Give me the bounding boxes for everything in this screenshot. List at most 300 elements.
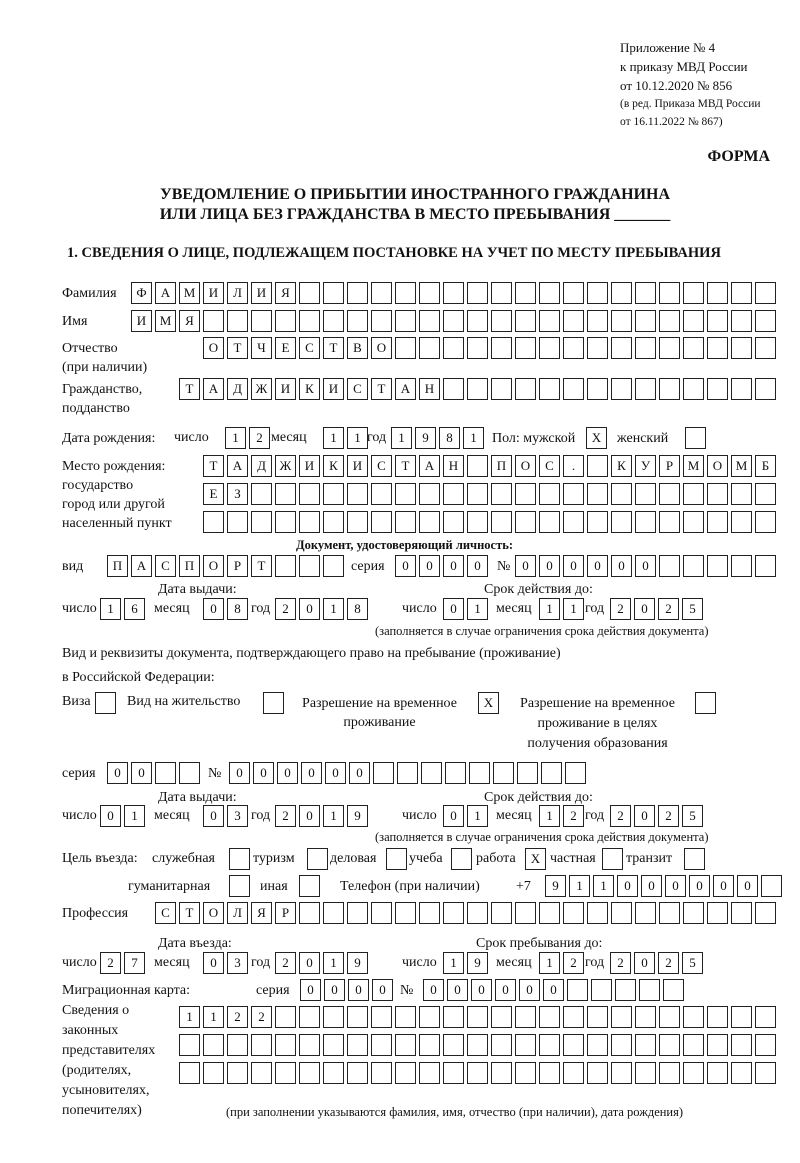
char-cell[interactable] xyxy=(707,1006,728,1028)
char-cell[interactable] xyxy=(299,875,320,897)
char-cell[interactable] xyxy=(515,1062,536,1084)
char-cell[interactable] xyxy=(491,337,512,359)
char-cell[interactable]: 0 xyxy=(253,762,274,784)
char-cell[interactable] xyxy=(731,902,752,924)
char-cell[interactable] xyxy=(683,1062,704,1084)
char-cell[interactable] xyxy=(635,310,656,332)
char-cell[interactable] xyxy=(707,337,728,359)
char-cell[interactable] xyxy=(275,1006,296,1028)
char-cell[interactable]: П xyxy=(179,555,200,577)
char-cell[interactable] xyxy=(443,282,464,304)
char-cell[interactable]: 2 xyxy=(610,805,631,827)
char-cell[interactable] xyxy=(515,282,536,304)
char-cell[interactable] xyxy=(731,378,752,400)
char-cell[interactable] xyxy=(323,902,344,924)
char-cell[interactable]: 9 xyxy=(347,805,368,827)
char-cell[interactable]: 0 xyxy=(443,805,464,827)
char-cell[interactable]: 0 xyxy=(713,875,734,897)
char-cell[interactable]: С xyxy=(347,378,368,400)
char-cell[interactable] xyxy=(659,337,680,359)
char-cell[interactable] xyxy=(591,979,612,1001)
char-cell[interactable] xyxy=(395,337,416,359)
char-cell[interactable] xyxy=(251,511,272,533)
char-cell[interactable]: 0 xyxy=(447,979,468,1001)
char-cell[interactable] xyxy=(515,483,536,505)
char-cell[interactable] xyxy=(563,1034,584,1056)
char-cell[interactable] xyxy=(395,1006,416,1028)
char-cell[interactable]: 0 xyxy=(277,762,298,784)
char-cell[interactable] xyxy=(731,310,752,332)
char-cell[interactable] xyxy=(371,1006,392,1028)
char-cell[interactable] xyxy=(395,1062,416,1084)
char-cell[interactable]: Т xyxy=(251,555,272,577)
char-cell[interactable] xyxy=(443,483,464,505)
char-cell[interactable] xyxy=(755,310,776,332)
char-cell[interactable] xyxy=(229,848,250,870)
char-cell[interactable]: О xyxy=(203,337,224,359)
char-cell[interactable] xyxy=(611,337,632,359)
char-cell[interactable]: М xyxy=(731,455,752,477)
char-cell[interactable]: 0 xyxy=(634,952,655,974)
char-cell[interactable]: 1 xyxy=(391,427,412,449)
char-cell[interactable] xyxy=(397,762,418,784)
char-cell[interactable]: . xyxy=(563,455,584,477)
char-cell[interactable] xyxy=(707,555,728,577)
char-cell[interactable] xyxy=(467,511,488,533)
char-cell[interactable] xyxy=(275,511,296,533)
char-cell[interactable] xyxy=(421,762,442,784)
char-cell[interactable] xyxy=(635,1034,656,1056)
char-cell[interactable] xyxy=(755,1062,776,1084)
char-cell[interactable] xyxy=(95,692,116,714)
char-cell[interactable] xyxy=(443,337,464,359)
char-cell[interactable] xyxy=(371,282,392,304)
char-cell[interactable]: Т xyxy=(203,455,224,477)
char-cell[interactable] xyxy=(395,511,416,533)
char-cell[interactable] xyxy=(443,378,464,400)
char-cell[interactable]: И xyxy=(275,378,296,400)
char-cell[interactable] xyxy=(467,1034,488,1056)
char-cell[interactable]: Ф xyxy=(131,282,152,304)
char-cell[interactable] xyxy=(203,310,224,332)
char-cell[interactable] xyxy=(251,483,272,505)
char-cell[interactable] xyxy=(659,483,680,505)
char-cell[interactable]: 0 xyxy=(471,979,492,1001)
char-cell[interactable] xyxy=(539,337,560,359)
char-cell[interactable] xyxy=(635,337,656,359)
char-cell[interactable] xyxy=(761,875,782,897)
char-cell[interactable]: 0 xyxy=(467,555,488,577)
char-cell[interactable] xyxy=(419,511,440,533)
char-cell[interactable] xyxy=(491,378,512,400)
char-cell[interactable]: 1 xyxy=(467,598,488,620)
char-cell[interactable] xyxy=(539,511,560,533)
char-cell[interactable]: С xyxy=(299,337,320,359)
char-cell[interactable] xyxy=(491,1034,512,1056)
char-cell[interactable]: Ж xyxy=(251,378,272,400)
char-cell[interactable]: 1 xyxy=(539,805,560,827)
char-cell[interactable] xyxy=(227,511,248,533)
char-cell[interactable]: С xyxy=(539,455,560,477)
char-cell[interactable] xyxy=(395,902,416,924)
char-cell[interactable] xyxy=(563,511,584,533)
char-cell[interactable] xyxy=(299,511,320,533)
char-cell[interactable] xyxy=(467,455,488,477)
char-cell[interactable] xyxy=(731,282,752,304)
char-cell[interactable] xyxy=(515,511,536,533)
char-cell[interactable]: О xyxy=(371,337,392,359)
char-cell[interactable] xyxy=(611,310,632,332)
char-cell[interactable] xyxy=(635,902,656,924)
char-cell[interactable]: 1 xyxy=(539,952,560,974)
char-cell[interactable] xyxy=(755,483,776,505)
char-cell[interactable]: 0 xyxy=(203,805,224,827)
char-cell[interactable] xyxy=(731,555,752,577)
char-cell[interactable] xyxy=(275,1062,296,1084)
char-cell[interactable] xyxy=(491,1062,512,1084)
char-cell[interactable]: Т xyxy=(179,378,200,400)
char-cell[interactable] xyxy=(347,310,368,332)
char-cell[interactable] xyxy=(683,902,704,924)
char-cell[interactable]: 0 xyxy=(131,762,152,784)
char-cell[interactable] xyxy=(611,378,632,400)
char-cell[interactable] xyxy=(707,1034,728,1056)
char-cell[interactable]: Т xyxy=(179,902,200,924)
char-cell[interactable] xyxy=(469,762,490,784)
char-cell[interactable]: 0 xyxy=(203,952,224,974)
char-cell[interactable]: 0 xyxy=(641,875,662,897)
char-cell[interactable] xyxy=(707,902,728,924)
char-cell[interactable] xyxy=(663,979,684,1001)
char-cell[interactable] xyxy=(467,483,488,505)
char-cell[interactable] xyxy=(635,378,656,400)
char-cell[interactable] xyxy=(491,1006,512,1028)
char-cell[interactable]: 2 xyxy=(658,952,679,974)
char-cell[interactable] xyxy=(683,337,704,359)
char-cell[interactable]: 2 xyxy=(658,805,679,827)
char-cell[interactable] xyxy=(299,483,320,505)
char-cell[interactable] xyxy=(615,979,636,1001)
char-cell[interactable] xyxy=(443,1062,464,1084)
char-cell[interactable] xyxy=(515,1006,536,1028)
char-cell[interactable] xyxy=(755,1034,776,1056)
char-cell[interactable] xyxy=(541,762,562,784)
char-cell[interactable]: О xyxy=(203,555,224,577)
char-cell[interactable]: Н xyxy=(443,455,464,477)
char-cell[interactable]: 0 xyxy=(587,555,608,577)
char-cell[interactable] xyxy=(659,511,680,533)
char-cell[interactable] xyxy=(611,511,632,533)
char-cell[interactable] xyxy=(563,310,584,332)
char-cell[interactable] xyxy=(635,282,656,304)
char-cell[interactable] xyxy=(683,310,704,332)
char-cell[interactable]: Л xyxy=(227,282,248,304)
char-cell[interactable]: Е xyxy=(203,483,224,505)
char-cell[interactable] xyxy=(587,310,608,332)
char-cell[interactable] xyxy=(445,762,466,784)
char-cell[interactable] xyxy=(683,511,704,533)
char-cell[interactable]: 2 xyxy=(249,427,270,449)
char-cell[interactable]: 6 xyxy=(124,598,145,620)
char-cell[interactable] xyxy=(659,1062,680,1084)
char-cell[interactable] xyxy=(229,875,250,897)
char-cell[interactable]: 1 xyxy=(323,598,344,620)
char-cell[interactable] xyxy=(515,378,536,400)
char-cell[interactable]: 2 xyxy=(100,952,121,974)
char-cell[interactable] xyxy=(299,1062,320,1084)
char-cell[interactable]: Р xyxy=(227,555,248,577)
char-cell[interactable] xyxy=(731,511,752,533)
char-cell[interactable]: 1 xyxy=(124,805,145,827)
char-cell[interactable] xyxy=(539,282,560,304)
char-cell[interactable]: К xyxy=(299,378,320,400)
char-cell[interactable]: И xyxy=(131,310,152,332)
char-cell[interactable] xyxy=(565,762,586,784)
char-cell[interactable] xyxy=(419,1006,440,1028)
char-cell[interactable]: М xyxy=(179,282,200,304)
char-cell[interactable] xyxy=(731,1034,752,1056)
char-cell[interactable] xyxy=(251,1034,272,1056)
char-cell[interactable] xyxy=(467,337,488,359)
char-cell[interactable]: 0 xyxy=(100,805,121,827)
char-cell[interactable] xyxy=(567,979,588,1001)
char-cell[interactable] xyxy=(371,511,392,533)
char-cell[interactable]: И xyxy=(203,282,224,304)
char-cell[interactable]: Б xyxy=(755,455,776,477)
char-cell[interactable] xyxy=(371,1034,392,1056)
char-cell[interactable]: X xyxy=(478,692,499,714)
char-cell[interactable] xyxy=(563,1006,584,1028)
char-cell[interactable]: 0 xyxy=(519,979,540,1001)
char-cell[interactable] xyxy=(659,555,680,577)
char-cell[interactable] xyxy=(563,483,584,505)
char-cell[interactable]: Т xyxy=(371,378,392,400)
char-cell[interactable] xyxy=(491,511,512,533)
char-cell[interactable] xyxy=(563,902,584,924)
char-cell[interactable]: Л xyxy=(227,902,248,924)
char-cell[interactable]: 1 xyxy=(467,805,488,827)
char-cell[interactable] xyxy=(587,1062,608,1084)
char-cell[interactable]: 0 xyxy=(300,979,321,1001)
char-cell[interactable]: 0 xyxy=(325,762,346,784)
char-cell[interactable] xyxy=(587,378,608,400)
char-cell[interactable] xyxy=(587,902,608,924)
char-cell[interactable]: 0 xyxy=(107,762,128,784)
char-cell[interactable] xyxy=(443,1006,464,1028)
char-cell[interactable] xyxy=(347,1006,368,1028)
char-cell[interactable] xyxy=(491,282,512,304)
char-cell[interactable] xyxy=(323,1034,344,1056)
char-cell[interactable]: 0 xyxy=(299,805,320,827)
char-cell[interactable]: 2 xyxy=(563,805,584,827)
char-cell[interactable] xyxy=(707,1062,728,1084)
char-cell[interactable]: О xyxy=(707,455,728,477)
char-cell[interactable]: А xyxy=(155,282,176,304)
char-cell[interactable] xyxy=(659,1006,680,1028)
char-cell[interactable]: 5 xyxy=(682,952,703,974)
char-cell[interactable]: 1 xyxy=(323,805,344,827)
char-cell[interactable] xyxy=(227,310,248,332)
char-cell[interactable] xyxy=(419,483,440,505)
char-cell[interactable]: Т xyxy=(227,337,248,359)
char-cell[interactable] xyxy=(386,848,407,870)
char-cell[interactable] xyxy=(251,1062,272,1084)
char-cell[interactable]: Т xyxy=(395,455,416,477)
char-cell[interactable] xyxy=(203,1062,224,1084)
char-cell[interactable]: С xyxy=(155,902,176,924)
char-cell[interactable] xyxy=(323,555,344,577)
char-cell[interactable]: И xyxy=(347,455,368,477)
char-cell[interactable]: 1 xyxy=(225,427,246,449)
char-cell[interactable] xyxy=(443,1034,464,1056)
char-cell[interactable] xyxy=(179,762,200,784)
char-cell[interactable]: И xyxy=(323,378,344,400)
char-cell[interactable] xyxy=(395,282,416,304)
char-cell[interactable] xyxy=(299,1006,320,1028)
char-cell[interactable] xyxy=(563,282,584,304)
char-cell[interactable]: Д xyxy=(227,378,248,400)
char-cell[interactable] xyxy=(419,902,440,924)
char-cell[interactable]: Н xyxy=(419,378,440,400)
char-cell[interactable]: 0 xyxy=(737,875,758,897)
char-cell[interactable]: М xyxy=(683,455,704,477)
char-cell[interactable]: 2 xyxy=(275,805,296,827)
char-cell[interactable] xyxy=(683,483,704,505)
char-cell[interactable]: 0 xyxy=(443,598,464,620)
char-cell[interactable]: 3 xyxy=(227,805,248,827)
char-cell[interactable]: П xyxy=(107,555,128,577)
char-cell[interactable]: X xyxy=(586,427,607,449)
char-cell[interactable] xyxy=(467,282,488,304)
char-cell[interactable]: 0 xyxy=(372,979,393,1001)
char-cell[interactable]: А xyxy=(395,378,416,400)
char-cell[interactable] xyxy=(443,511,464,533)
char-cell[interactable] xyxy=(755,902,776,924)
char-cell[interactable]: Я xyxy=(179,310,200,332)
char-cell[interactable] xyxy=(323,1062,344,1084)
char-cell[interactable] xyxy=(707,378,728,400)
char-cell[interactable]: 0 xyxy=(515,555,536,577)
char-cell[interactable] xyxy=(323,282,344,304)
char-cell[interactable]: 5 xyxy=(682,598,703,620)
char-cell[interactable] xyxy=(707,282,728,304)
char-cell[interactable] xyxy=(515,1034,536,1056)
char-cell[interactable]: 0 xyxy=(543,979,564,1001)
char-cell[interactable]: Р xyxy=(659,455,680,477)
char-cell[interactable]: 0 xyxy=(299,952,320,974)
char-cell[interactable] xyxy=(731,1062,752,1084)
char-cell[interactable] xyxy=(683,1006,704,1028)
char-cell[interactable]: 0 xyxy=(689,875,710,897)
char-cell[interactable] xyxy=(179,1062,200,1084)
char-cell[interactable] xyxy=(659,902,680,924)
char-cell[interactable] xyxy=(299,310,320,332)
char-cell[interactable]: 0 xyxy=(324,979,345,1001)
char-cell[interactable] xyxy=(707,511,728,533)
char-cell[interactable] xyxy=(539,310,560,332)
char-cell[interactable] xyxy=(467,310,488,332)
char-cell[interactable] xyxy=(563,1062,584,1084)
char-cell[interactable]: 0 xyxy=(301,762,322,784)
char-cell[interactable] xyxy=(587,337,608,359)
char-cell[interactable]: 1 xyxy=(100,598,121,620)
char-cell[interactable] xyxy=(659,282,680,304)
char-cell[interactable] xyxy=(443,310,464,332)
char-cell[interactable] xyxy=(491,310,512,332)
char-cell[interactable] xyxy=(731,483,752,505)
char-cell[interactable] xyxy=(611,483,632,505)
char-cell[interactable]: 0 xyxy=(395,555,416,577)
char-cell[interactable] xyxy=(685,427,706,449)
char-cell[interactable]: 0 xyxy=(635,555,656,577)
char-cell[interactable]: И xyxy=(299,455,320,477)
char-cell[interactable] xyxy=(347,902,368,924)
char-cell[interactable]: 0 xyxy=(563,555,584,577)
char-cell[interactable] xyxy=(347,483,368,505)
char-cell[interactable] xyxy=(515,337,536,359)
char-cell[interactable] xyxy=(395,483,416,505)
char-cell[interactable]: 1 xyxy=(593,875,614,897)
char-cell[interactable]: С xyxy=(371,455,392,477)
char-cell[interactable] xyxy=(587,511,608,533)
char-cell[interactable] xyxy=(371,902,392,924)
char-cell[interactable]: X xyxy=(525,848,546,870)
char-cell[interactable]: 1 xyxy=(563,598,584,620)
char-cell[interactable] xyxy=(275,1034,296,1056)
char-cell[interactable] xyxy=(347,511,368,533)
char-cell[interactable] xyxy=(587,282,608,304)
char-cell[interactable] xyxy=(263,692,284,714)
char-cell[interactable] xyxy=(227,1034,248,1056)
char-cell[interactable]: 8 xyxy=(439,427,460,449)
char-cell[interactable] xyxy=(395,1034,416,1056)
char-cell[interactable] xyxy=(755,378,776,400)
char-cell[interactable]: 0 xyxy=(539,555,560,577)
char-cell[interactable] xyxy=(683,555,704,577)
char-cell[interactable] xyxy=(611,1062,632,1084)
char-cell[interactable] xyxy=(539,1034,560,1056)
char-cell[interactable]: М xyxy=(155,310,176,332)
char-cell[interactable]: 0 xyxy=(617,875,638,897)
char-cell[interactable] xyxy=(695,692,716,714)
char-cell[interactable] xyxy=(323,483,344,505)
char-cell[interactable] xyxy=(683,1034,704,1056)
char-cell[interactable] xyxy=(731,337,752,359)
char-cell[interactable] xyxy=(539,378,560,400)
char-cell[interactable]: 2 xyxy=(275,952,296,974)
char-cell[interactable] xyxy=(684,848,705,870)
char-cell[interactable]: 2 xyxy=(251,1006,272,1028)
char-cell[interactable]: О xyxy=(203,902,224,924)
char-cell[interactable] xyxy=(467,378,488,400)
char-cell[interactable] xyxy=(659,1034,680,1056)
char-cell[interactable]: 1 xyxy=(539,598,560,620)
char-cell[interactable] xyxy=(635,483,656,505)
char-cell[interactable]: Я xyxy=(275,282,296,304)
char-cell[interactable] xyxy=(275,310,296,332)
char-cell[interactable]: 1 xyxy=(347,427,368,449)
char-cell[interactable] xyxy=(299,1034,320,1056)
char-cell[interactable] xyxy=(683,378,704,400)
char-cell[interactable] xyxy=(539,902,560,924)
char-cell[interactable] xyxy=(639,979,660,1001)
char-cell[interactable]: 0 xyxy=(229,762,250,784)
char-cell[interactable]: 3 xyxy=(227,952,248,974)
char-cell[interactable] xyxy=(602,848,623,870)
char-cell[interactable]: 2 xyxy=(227,1006,248,1028)
char-cell[interactable]: А xyxy=(131,555,152,577)
char-cell[interactable]: Р xyxy=(275,902,296,924)
